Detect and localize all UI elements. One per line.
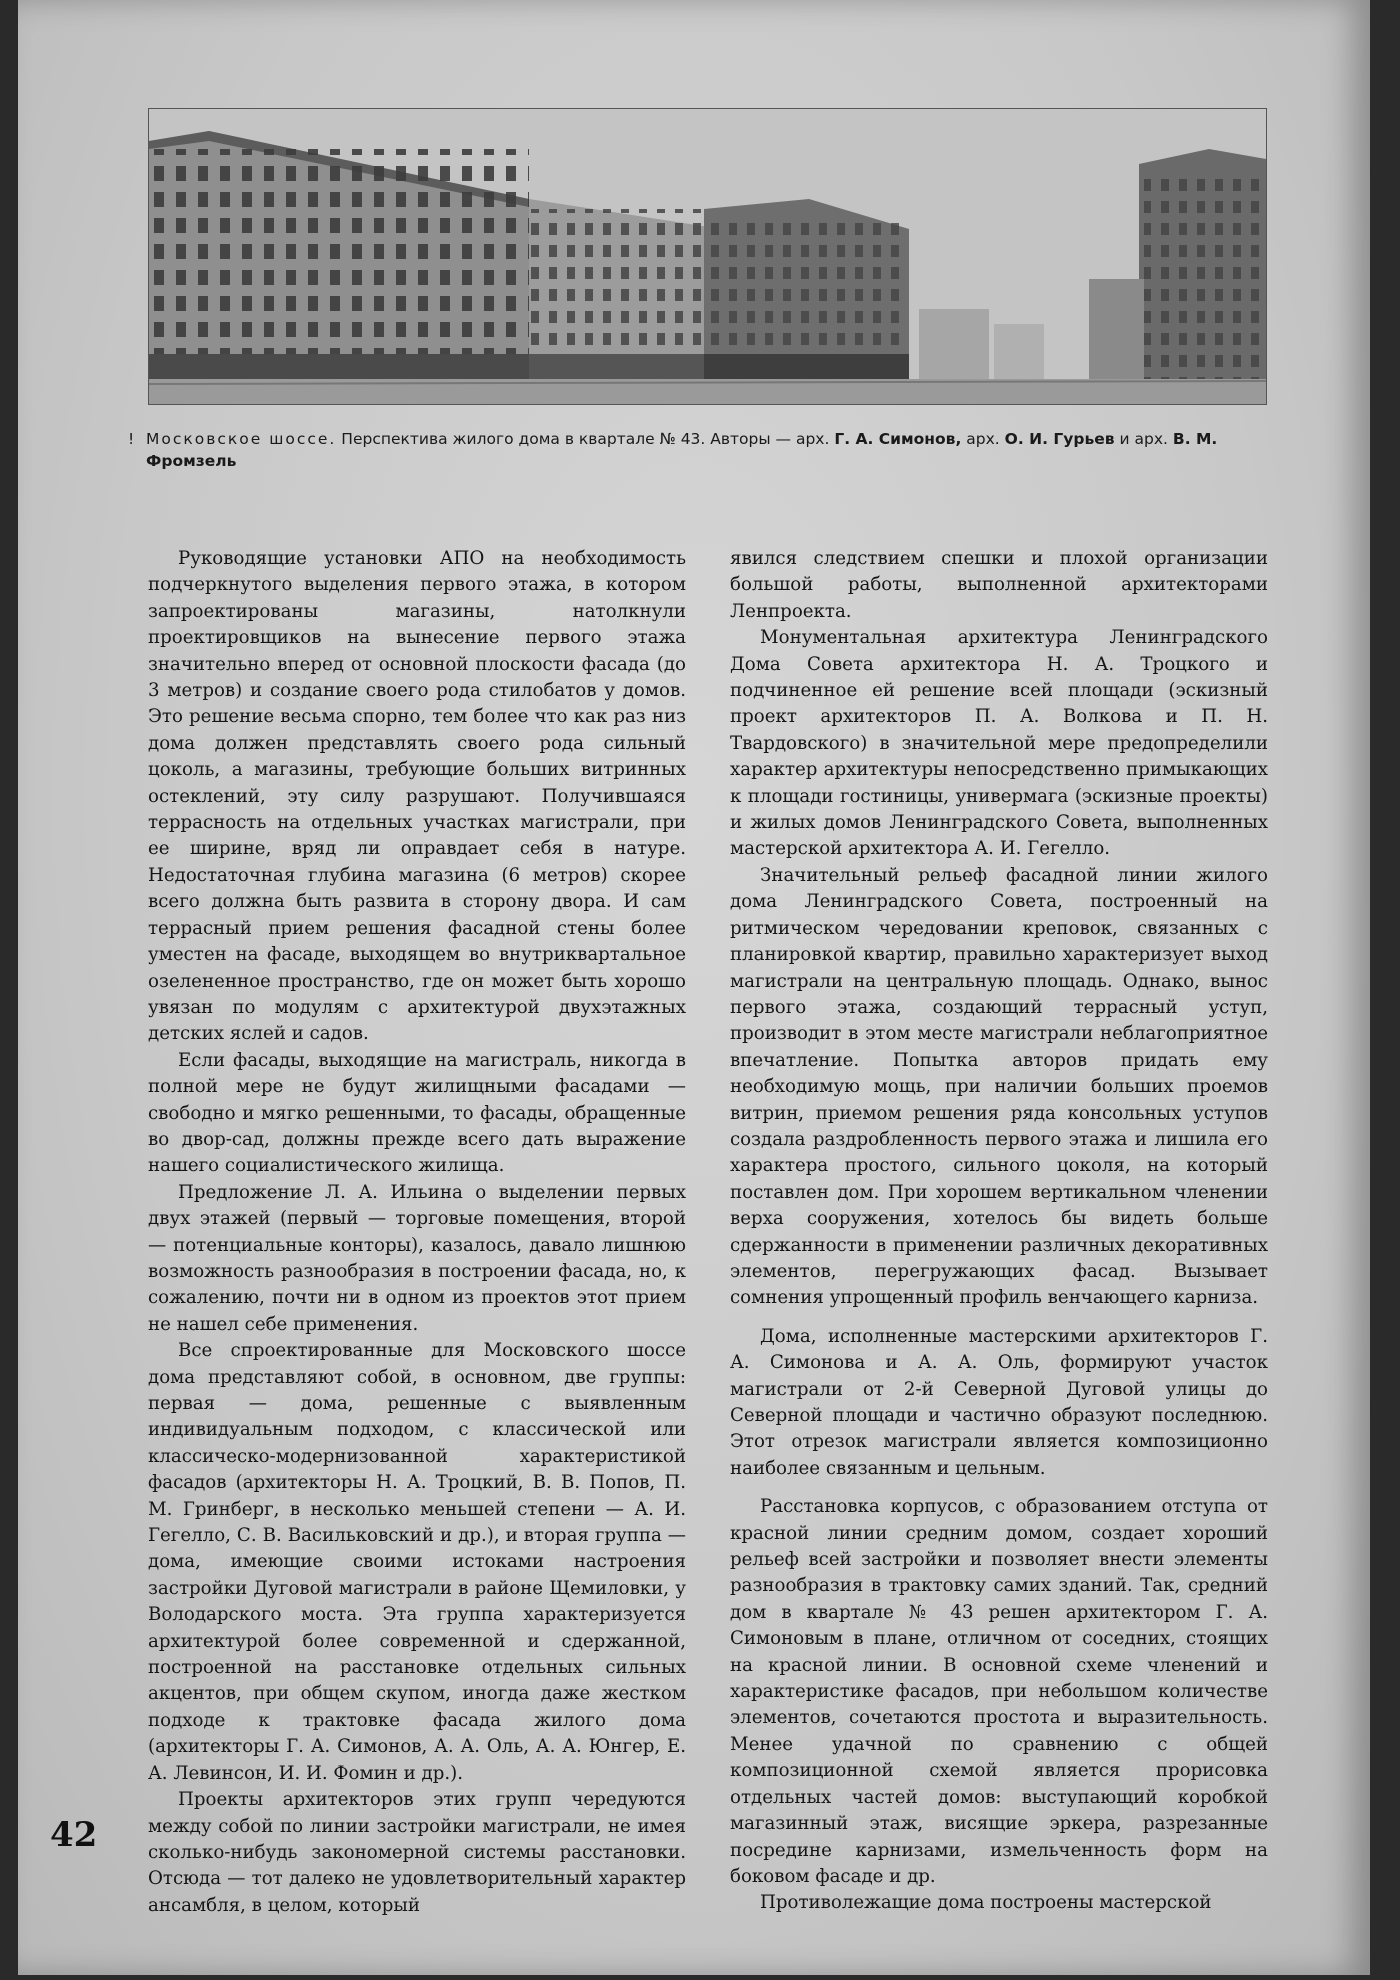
paragraph: Расстановка корпусов, с образованием отступа от красной линии средним домом, создает хороший рельеф всей застройки и позволяет внести элементы разнообразия в трактовку самих зданий. Так, средний дом в квартале № 43 решен архитектором Г. А. Симоновым в плане, отличном от соседних, стоящих на красной линии. В основной схеме членений и характеристике фасадов, при небольшом количестве элементов, сочетаются простота и выразительность. Менее удачной по сравнению с общей композиционной схемой является прорисовка отдельных частей домов: выступающий коробкой магазинный этаж, висящие эркера, разрезанные посредине карнизами, измельченность форм на боковом фасаде и др. [730,1496,1268,1887]
caption-separator-1: арх. [961,430,1005,448]
caption-author-3: В. М. Фромзель [146,430,1218,470]
paragraph: Все спроектированные для Московского шоссе дома представляют собой, в основном, две группы: первая — дома, решенные с выявленным индивидуальным подходом, с классической или классическо-модернизованной характеристикой фасадов (архитекторы Н. А. Троцкий, В. В. Попов, П. М. Гринберг, в несколько меньшей степени — А. И. Гегелло, С. В. Васильковский и др.), и вторая группа — дома, имеющие своими истоками настроения застройки Дуговой магистрали в районе Щемиловки, у Володарского моста. Эта группа характеризуется архитектурой более современной и сдержанной, построенной на расстановке отдельных сильных акцентов, при общем скупом, иногда даже жестком подходе к трактовке фасада жилого дома (архитекторы Г. А. Симонов, А. А. Оль, А. А. Юнгер, Е. А. Левинсон, И. И. Фомин и др.). [148,1340,686,1784]
paragraph: Значительный рельеф фасадной линии жилого дома Ленинградского Совета, построенный на ритмическом чередовании креповок, связанных с планировкой квартир, правильно характеризует выход магистрали на центральную площадь. Однако, вынос первого этажа, создающий террасный уступ, производит в этом месте магистрали неблагоприятное впечатление. Попытка авторов придать ему необходимую мощь, при наличии больших проемов витрин, приемом решения ряда консольных уступов создала раздробленность первого этажа и лишила его характера простого, сильного цоколя, на который поставлен дом. При хорошем вертикальном членении верха сооружения, хотелось бы видеть больше сдержанности в применении различных декоративных элементов, перегружающих фасад. Вызывает сомнения упрощенный профиль венчающего карниза. [730,864,1268,1309]
page-number: 42 [50,1815,98,1855]
paragraph: Проекты архитекторов этих групп чередуются между собой по линии застройки магистрали, не имея сколько-нибудь закономерной системы расстановки. Отсюда — тот далеко не удовлетворительный характер ансамбля, в целом, который [148,1789,686,1916]
paragraph: Предложение Л. А. Ильина о выделении первых двух этажей (первый — торговые помещения, второй — потенциальные конторы), казалось, давало лишнюю возможность разнообразия в построении фасада, но, к сожалению, почти ни в одном из проектов этот прием не нашел себе применения. [148,1181,686,1335]
street-perspective-illustration [148,108,1267,405]
paragraph: Дома, исполненные мастерскими архитекторов Г. А. Симонова и А. А. Оль, формируют участок магистрали от 2-й Северной Дуговой улицы до Северной площади и частично образуют последнюю. Этот отрезок магистрали является композиционно наиболее связанным и цельным. [730,1325,1268,1479]
right-text-column [730,546,1268,1917]
paragraph-continued: явился следствием спешки и плохой организации большой работы, выполненной архитекторами Ленпроекта. [730,548,1268,622]
caption-author-1: Г. А. Симонов, [834,430,962,448]
paragraph: Если фасады, выходящие на магистраль, никогда в полной мере не будут жилищными фасадами — свободно и мягко решенными, то фасады, обращенные во двор-сад, должны прежде всего дать выражение нашего социалистического жилища. [148,1049,686,1177]
building-drawing [149,109,1266,404]
caption-lead: Московское шоссе. [146,430,337,448]
paragraph: Монументальная архитектура Ленинградского Дома Совета архитектора Н. А. Троцкого и подчиненное ей решение всей площади (эскизный проект архитекторов П. А. Волкова и П. Н. Твардовского) в значительной мере предопределили характер архитектуры непосредственно примыкающих к площади гостиницы, универмага (эскизные проекты) и жилых домов Ленинградского Совета, выполненных мастерской архитектора А. И. Гегелло. [730,627,1268,860]
caption-separator-2: и арх. [1114,430,1173,448]
caption-text: Перспектива жилого дома в квартале № 43. Авторы — арх. [336,430,835,448]
paragraph: Руководящие установки АПО на необходимость подчеркнутого выделения первого этажа, в котором запроектированы магазины, натолкнули проектировщиков на вынесение первого этажа значительно вперед от основной плоскости фасада (до 3 метров) и создание своего рода стилобатов у домов. Это решение весьма спорно, тем более что как раз низ дома должен представлять своего рода сильный цоколь, а магазины, требующие больших витринных остеклений, эту силу разрушают. Получившаяся террасность на отдельных участках магистрали, при ее ширине, вряд ли оправдает себя в натуре. Недостаточная глубина магазина (6 метров) скорее всего должна быть развита в сторону двора. И сам террасный прием решения фасадной стены более уместен на фасаде, выходящем во внутриквартальное озелененное пространство, где он может быть хорошо увязан по модулям с архитектурой двухэтажных детских яслей и садов. [148,548,686,1045]
figure-caption [128,428,1286,472]
caption-author-2: О. И. Гурьев [1004,430,1115,448]
left-text-column [148,546,686,1919]
paragraph: Противолежащие дома построены мастерской [760,1892,1212,1914]
journal-page [18,0,1370,1975]
caption-mark: ! [128,430,135,448]
